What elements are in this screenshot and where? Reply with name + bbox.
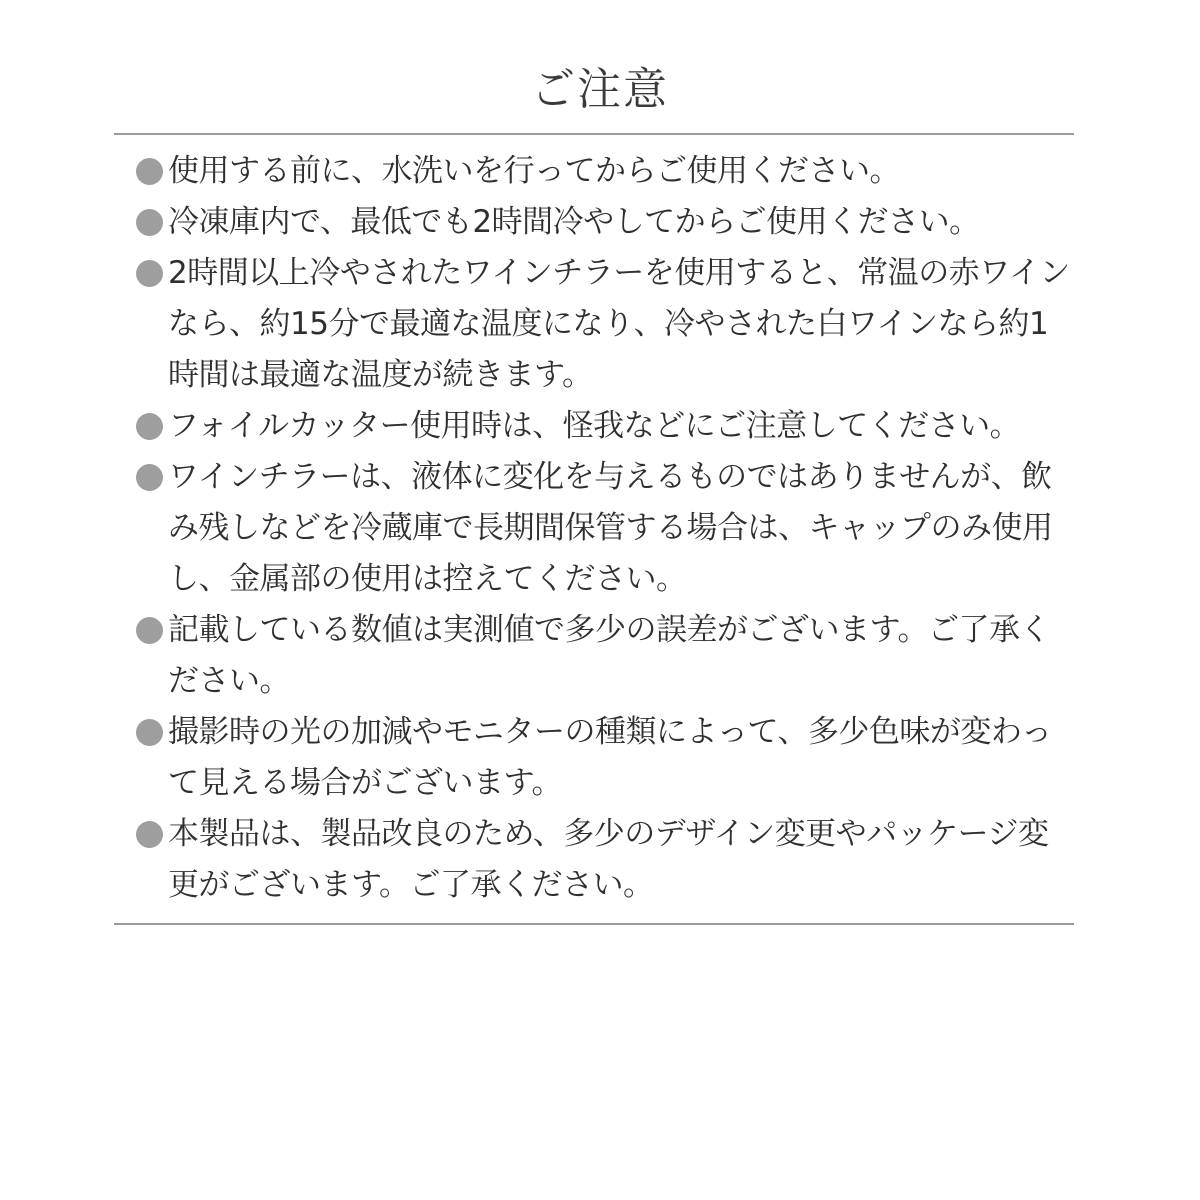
list-item: [134, 707, 1078, 809]
note-text: 冷凍庫内で、最低でも2時間冷やしてからご使用ください。: [168, 204, 980, 240]
bullet-icon: [136, 617, 163, 644]
list-item: [134, 452, 1078, 605]
note-text: 2時間以上冷やされたワインチラーを使用すると、常温の赤ワインなら、約15分で最適な温度になり、冷やされた白ワインなら約1時間は最適な温度が続きます。: [168, 255, 1070, 393]
note-text: ワインチラーは、液体に変化を与えるものではありませんが、飲み残しなどを冷蔵庫で長期間保管する場合は、キャップのみ使用し、金属部の使用は控えてください。: [168, 459, 1053, 597]
list-item: [134, 248, 1078, 401]
page-title: ご注意: [531, 64, 669, 115]
note-text: 撮影時の光の加減やモニターの種類によって、多少色味が変わって見える場合がございます。: [168, 714, 1052, 801]
top-divider: [114, 133, 1074, 135]
list-item: [134, 197, 1078, 248]
bullet-icon: [136, 158, 163, 185]
note-text: 本製品は、製品改良のため、多少のデザイン変更やパッケージ変更がございます。ご了承ください。: [168, 816, 1049, 903]
list-item: [134, 401, 1078, 452]
list-item: [134, 146, 1078, 197]
bullet-icon: [136, 260, 163, 287]
list-item: [134, 605, 1078, 707]
bullet-icon: [136, 821, 163, 848]
bullet-icon: [136, 719, 163, 746]
bullet-icon: [136, 413, 163, 440]
note-text: 使用する前に、水洗いを行ってからご使用ください。: [168, 153, 900, 189]
bottom-divider: [114, 923, 1074, 925]
list-item: [134, 809, 1078, 911]
bullet-icon: [136, 464, 163, 491]
note-text: 記載している数値は実測値で多少の誤差がございます。ご了承ください。: [168, 612, 1051, 699]
note-text: フォイルカッター使用時は、怪我などにご注意してください。: [168, 408, 1021, 444]
bullet-icon: [136, 209, 163, 236]
caution-list: [134, 146, 1078, 911]
